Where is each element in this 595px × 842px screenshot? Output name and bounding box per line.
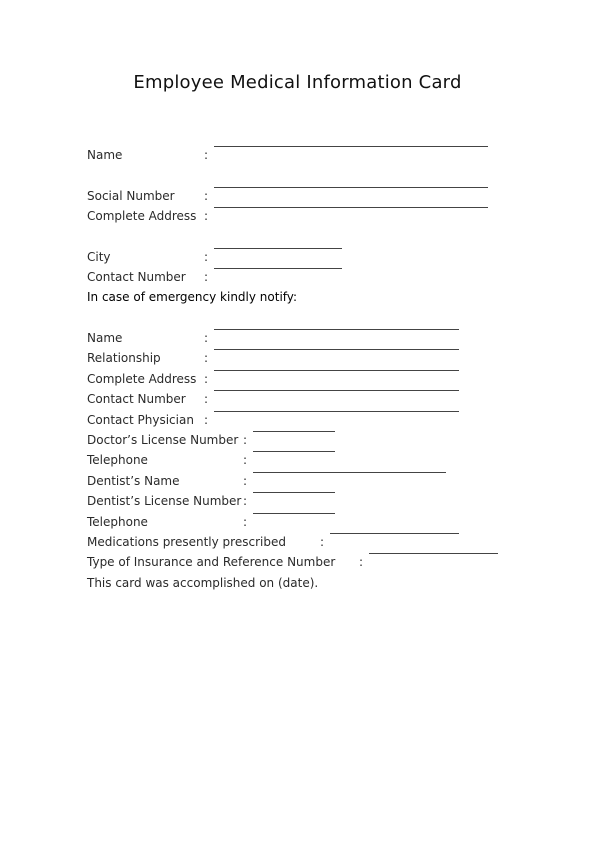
dentist-license-input-line[interactable] — [253, 492, 335, 493]
field-label: Contact Number — [87, 392, 186, 406]
field-label: Contact Physician — [87, 413, 194, 427]
field-colon: : — [203, 189, 209, 203]
field-label: Type of Insurance and Reference Number — [87, 555, 336, 569]
field-label: City — [87, 250, 111, 264]
field-label: Dentist’s License Number — [87, 494, 242, 508]
emergency-name-input-line[interactable] — [214, 329, 459, 330]
field-colon: : — [242, 474, 248, 488]
city-input-line[interactable] — [214, 248, 342, 249]
medications-input-line[interactable] — [330, 533, 459, 534]
dentist-telephone-input-line[interactable] — [253, 513, 335, 514]
field-colon: : — [203, 392, 209, 406]
field-colon: : — [203, 250, 209, 264]
contact-number-input-line[interactable] — [214, 268, 342, 269]
field-label: Name — [87, 148, 123, 162]
relationship-input-line[interactable] — [214, 349, 459, 350]
field-label: Telephone — [87, 515, 148, 529]
field-colon: : — [203, 148, 209, 162]
field-colon: : — [358, 555, 364, 569]
field-label: Medications presently prescribed — [87, 535, 286, 549]
field-colon: : — [319, 535, 325, 549]
page-title: Employee Medical Information Card — [133, 72, 462, 93]
field-label: Doctor’s License Number — [87, 433, 239, 447]
field-label: Relationship — [87, 351, 161, 365]
accomplished-date-note: This card was accomplished on (date). — [87, 576, 319, 590]
emergency-contact-number-input-line[interactable] — [214, 390, 459, 391]
field-label: Name — [87, 331, 123, 345]
insurance-input-line[interactable] — [369, 553, 498, 554]
field-colon: : — [242, 453, 248, 467]
field-colon: : — [203, 331, 209, 345]
dentist-name-input-line[interactable] — [253, 472, 446, 473]
field-label: Dentist’s Name — [87, 474, 180, 488]
field-label: Complete Address — [87, 372, 197, 386]
emergency-heading: In case of emergency kindly notify: — [87, 290, 298, 304]
field-label: Telephone — [87, 453, 148, 467]
emergency-address-input-line[interactable] — [214, 370, 459, 371]
field-colon: : — [242, 494, 248, 508]
complete-address-input-line[interactable] — [214, 207, 488, 208]
field-colon: : — [203, 351, 209, 365]
doctor-license-input-line[interactable] — [253, 431, 335, 432]
field-colon: : — [203, 372, 209, 386]
field-colon: : — [203, 413, 209, 427]
field-label: Contact Number — [87, 270, 186, 284]
field-colon: : — [203, 270, 209, 284]
field-colon: : — [242, 433, 248, 447]
field-colon: : — [203, 209, 209, 223]
field-label: Social Number — [87, 189, 175, 203]
name-input-line[interactable] — [214, 146, 488, 147]
field-colon: : — [242, 515, 248, 529]
doctor-telephone-input-line[interactable] — [253, 451, 335, 452]
field-label: Complete Address — [87, 209, 197, 223]
contact-physician-input-line[interactable] — [214, 411, 459, 412]
social-number-input-line[interactable] — [214, 187, 488, 188]
